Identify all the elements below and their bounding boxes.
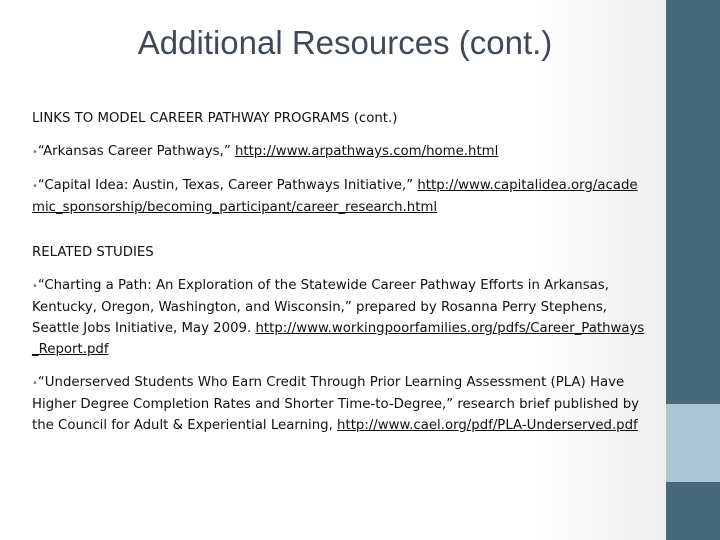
side-accent-block <box>666 404 720 482</box>
list-item-arkansas <box>32 141 647 163</box>
bullet-icon: • <box>32 281 38 292</box>
list-item-charting-a-path <box>32 275 647 360</box>
link-arpathways[interactable]: http://www.arpathways.com/home.html <box>234 144 499 159</box>
list-item-capital-idea <box>32 175 647 218</box>
link-capitalidea[interactable]: http://www.capitalidea.org/academic_sponsorship/becoming_participant/career_research.html <box>32 178 638 215</box>
item-text: “Charting a Path: An Exploration of the Statewide Career Pathway Efforts in Arkansas, Kentucky, Oregon, Washington, and Wisconsin,” prepared by Rosanna Perry Stephens, Seattle Jobs Initiative, May 2009. <box>32 278 609 336</box>
section-spacer <box>32 218 647 242</box>
link-cael[interactable]: http://www.cael.org/pdf/PLA-Underserved.pdf <box>337 418 638 433</box>
bullet-icon: • <box>32 378 38 389</box>
section-heading-related-studies: RELATED STUDIES <box>32 245 154 260</box>
list-item-underserved-students <box>32 372 647 436</box>
slide-title: Additional Resources (cont.) <box>137 24 553 61</box>
item-text: “Arkansas Career Pathways,” <box>37 144 235 159</box>
slide-content <box>32 108 647 436</box>
bullet-icon: • <box>32 181 38 192</box>
bullet-icon: • <box>32 147 38 158</box>
section-heading-model-programs: LINKS TO MODEL CAREER PATHWAY PROGRAMS (cont.) <box>32 111 398 126</box>
item-text: “Capital Idea: Austin, Texas, Career Pathways Initiative,” <box>37 178 418 193</box>
item-text: “Underserved Students Who Earn Credit Through Prior Learning Assessment (PLA) Have Higher Degree Completion Rates and Shorter Time-to-Degree,” research brief published by the Council for Adult & Experiential Learning, <box>32 375 640 433</box>
link-workingpoorfamilies[interactable]: http://www.workingpoorfamilies.org/pdfs/Career_Pathways_Report.pdf <box>32 321 645 357</box>
